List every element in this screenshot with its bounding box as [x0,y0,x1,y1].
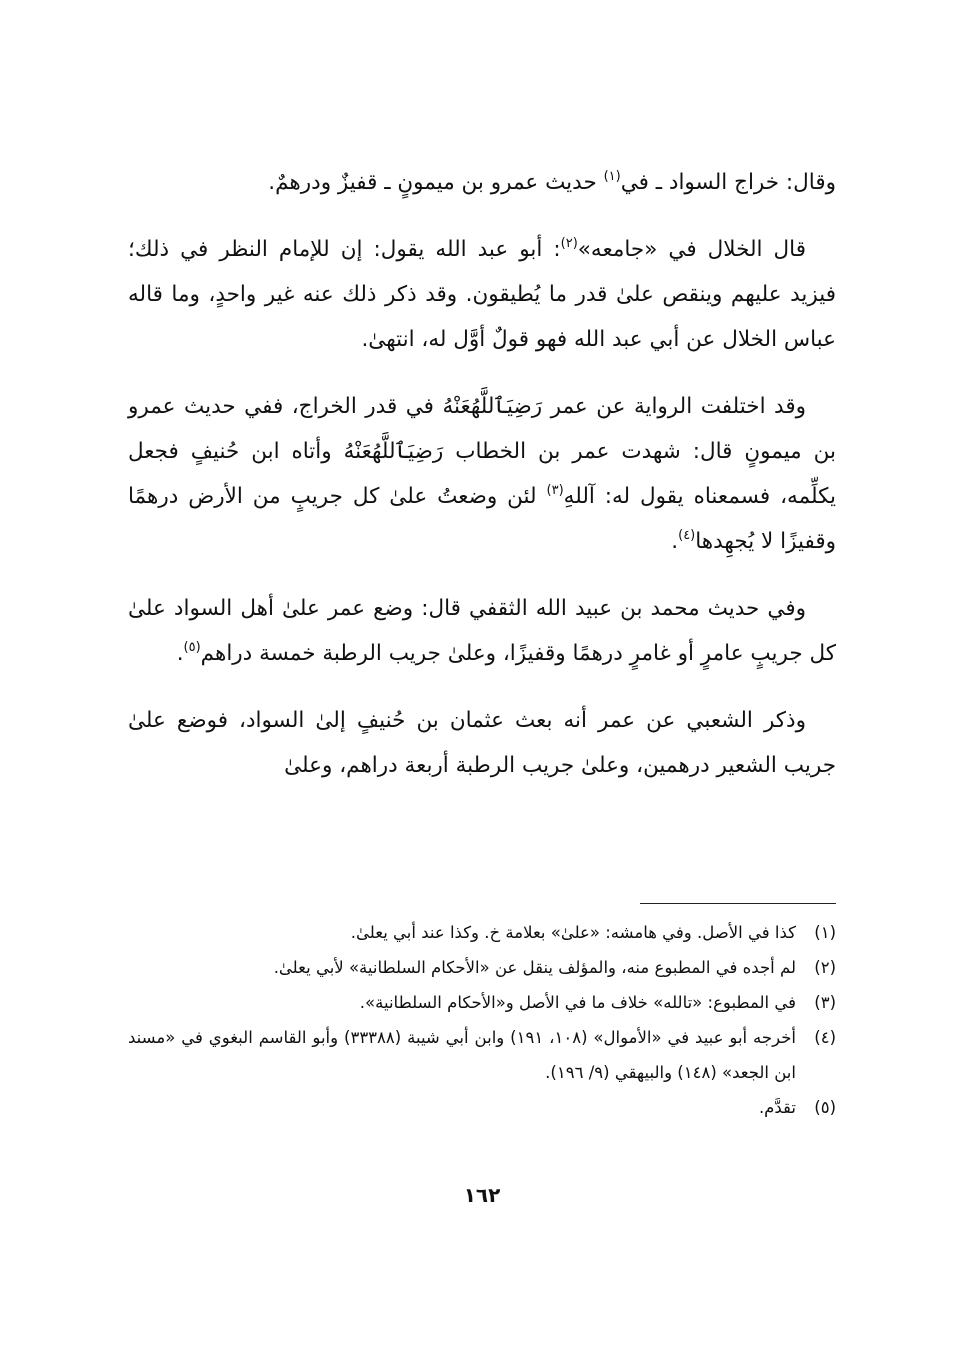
footnotes [128,915,836,1125]
footnote-text: تقدَّم. [758,1098,796,1117]
paragraph [128,160,836,205]
footnote-reference: (٢) [560,236,578,251]
footnote-reference: (١) [603,169,621,184]
text-run: : أبو عبد الله يقول: إن للإمام النظر في ذلك؛ فيزيد عليهم وينقص علىٰ قدر ما يُطيقون. وقد ذكر ذلك عنه غير واحدٍ، وما قاله عباس الخلال عن أبي عبد الله فهو قولٌ أوَّل له، انتهىٰ. [128,237,836,352]
footnote-text: كذا في الأصل. وفي هامشه: «علىٰ» بعلامة خ. وكذا عند أبي يعلىٰ. [350,923,796,942]
text-run: . [671,529,679,554]
text-run: وفي حديث محمد بن عبيد الله الثقفي قال: وضع عمر علىٰ أهل السواد علىٰ كل جريبٍ عامرٍ أو غامرٍ درهمًا وقفيزًا، وعلىٰ جريب الرطبة خمسة دراهم [128,596,836,666]
text-run: . [176,641,184,666]
footnote-divider [640,903,836,904]
page-number: ١٦٢ [463,1183,501,1207]
text-run: قال الخلال في «جامعه» [577,237,806,262]
footnote-reference: (٣) [546,483,564,498]
paragraph [128,586,836,676]
footnote-reference: (٤) [678,528,696,543]
footnote [128,1090,836,1125]
text-run: لئن وضعتُ علىٰ كل جريبٍ من الأرض درهمًا وقفيزًا لا يُجهِدها [128,484,836,554]
text-run: وذكر الشعبي عن عمر أنه بعث عثمان بن حُنيفٍ إلىٰ السواد، فوضع علىٰ جريب الشعير درهمين، وعلىٰ جريب الرطبة أربعة دراهم، وعلىٰ [128,708,836,778]
footnote [128,985,836,1020]
footnote [128,915,836,950]
footnote-number: (٢) [814,958,836,977]
paragraph [128,227,836,362]
footnote [128,950,836,985]
paragraph [128,698,836,788]
footnote [128,1020,836,1090]
text-run: وقال: خراج السواد ـ في [620,170,836,195]
paragraph [128,384,836,564]
footnote-number: (٣) [814,993,836,1012]
footnote-text: لم أجده في المطبوع منه، والمؤلف ينقل عن «الأحكام السلطانية» لأبي يعلىٰ. [273,958,796,977]
main-text [128,160,836,810]
text-run: حديث عمرو بن ميمونٍ ـ قفيزٌ ودرهمٌ. [268,170,604,195]
footnote-text: في المطبوع: «تالله» خلاف ما في الأصل و«الأحكام السلطانية». [359,993,796,1012]
footnote-text: أخرجه أبو عبيد في «الأموال» (١٠٨، ١٩١) وابن أبي شيبة (٣٣٣٨٨) وأبو القاسم البغوي في «مسند ابن الجعد» (١٤٨) والبيهقي (٩/ ١٩٦). [128,1028,796,1082]
footnote-number: (٥) [814,1098,836,1117]
text-run: وقد اختلفت الرواية عن عمر رَضِيَٱللَّهُعَنْهُ في قدر الخراج، ففي حديث عمرو بن ميمونٍ قال: شهدت عمر بن الخطاب رَضِيَٱللَّهُعَنْهُ وأتاه ابن حُنيفٍ فجعل يكلِّمه، فسمعناه يقول له: آللهِ [128,394,836,509]
footnote-number: (١) [814,923,836,942]
footnote-reference: (٥) [183,640,201,655]
footnote-number: (٤) [814,1028,836,1047]
